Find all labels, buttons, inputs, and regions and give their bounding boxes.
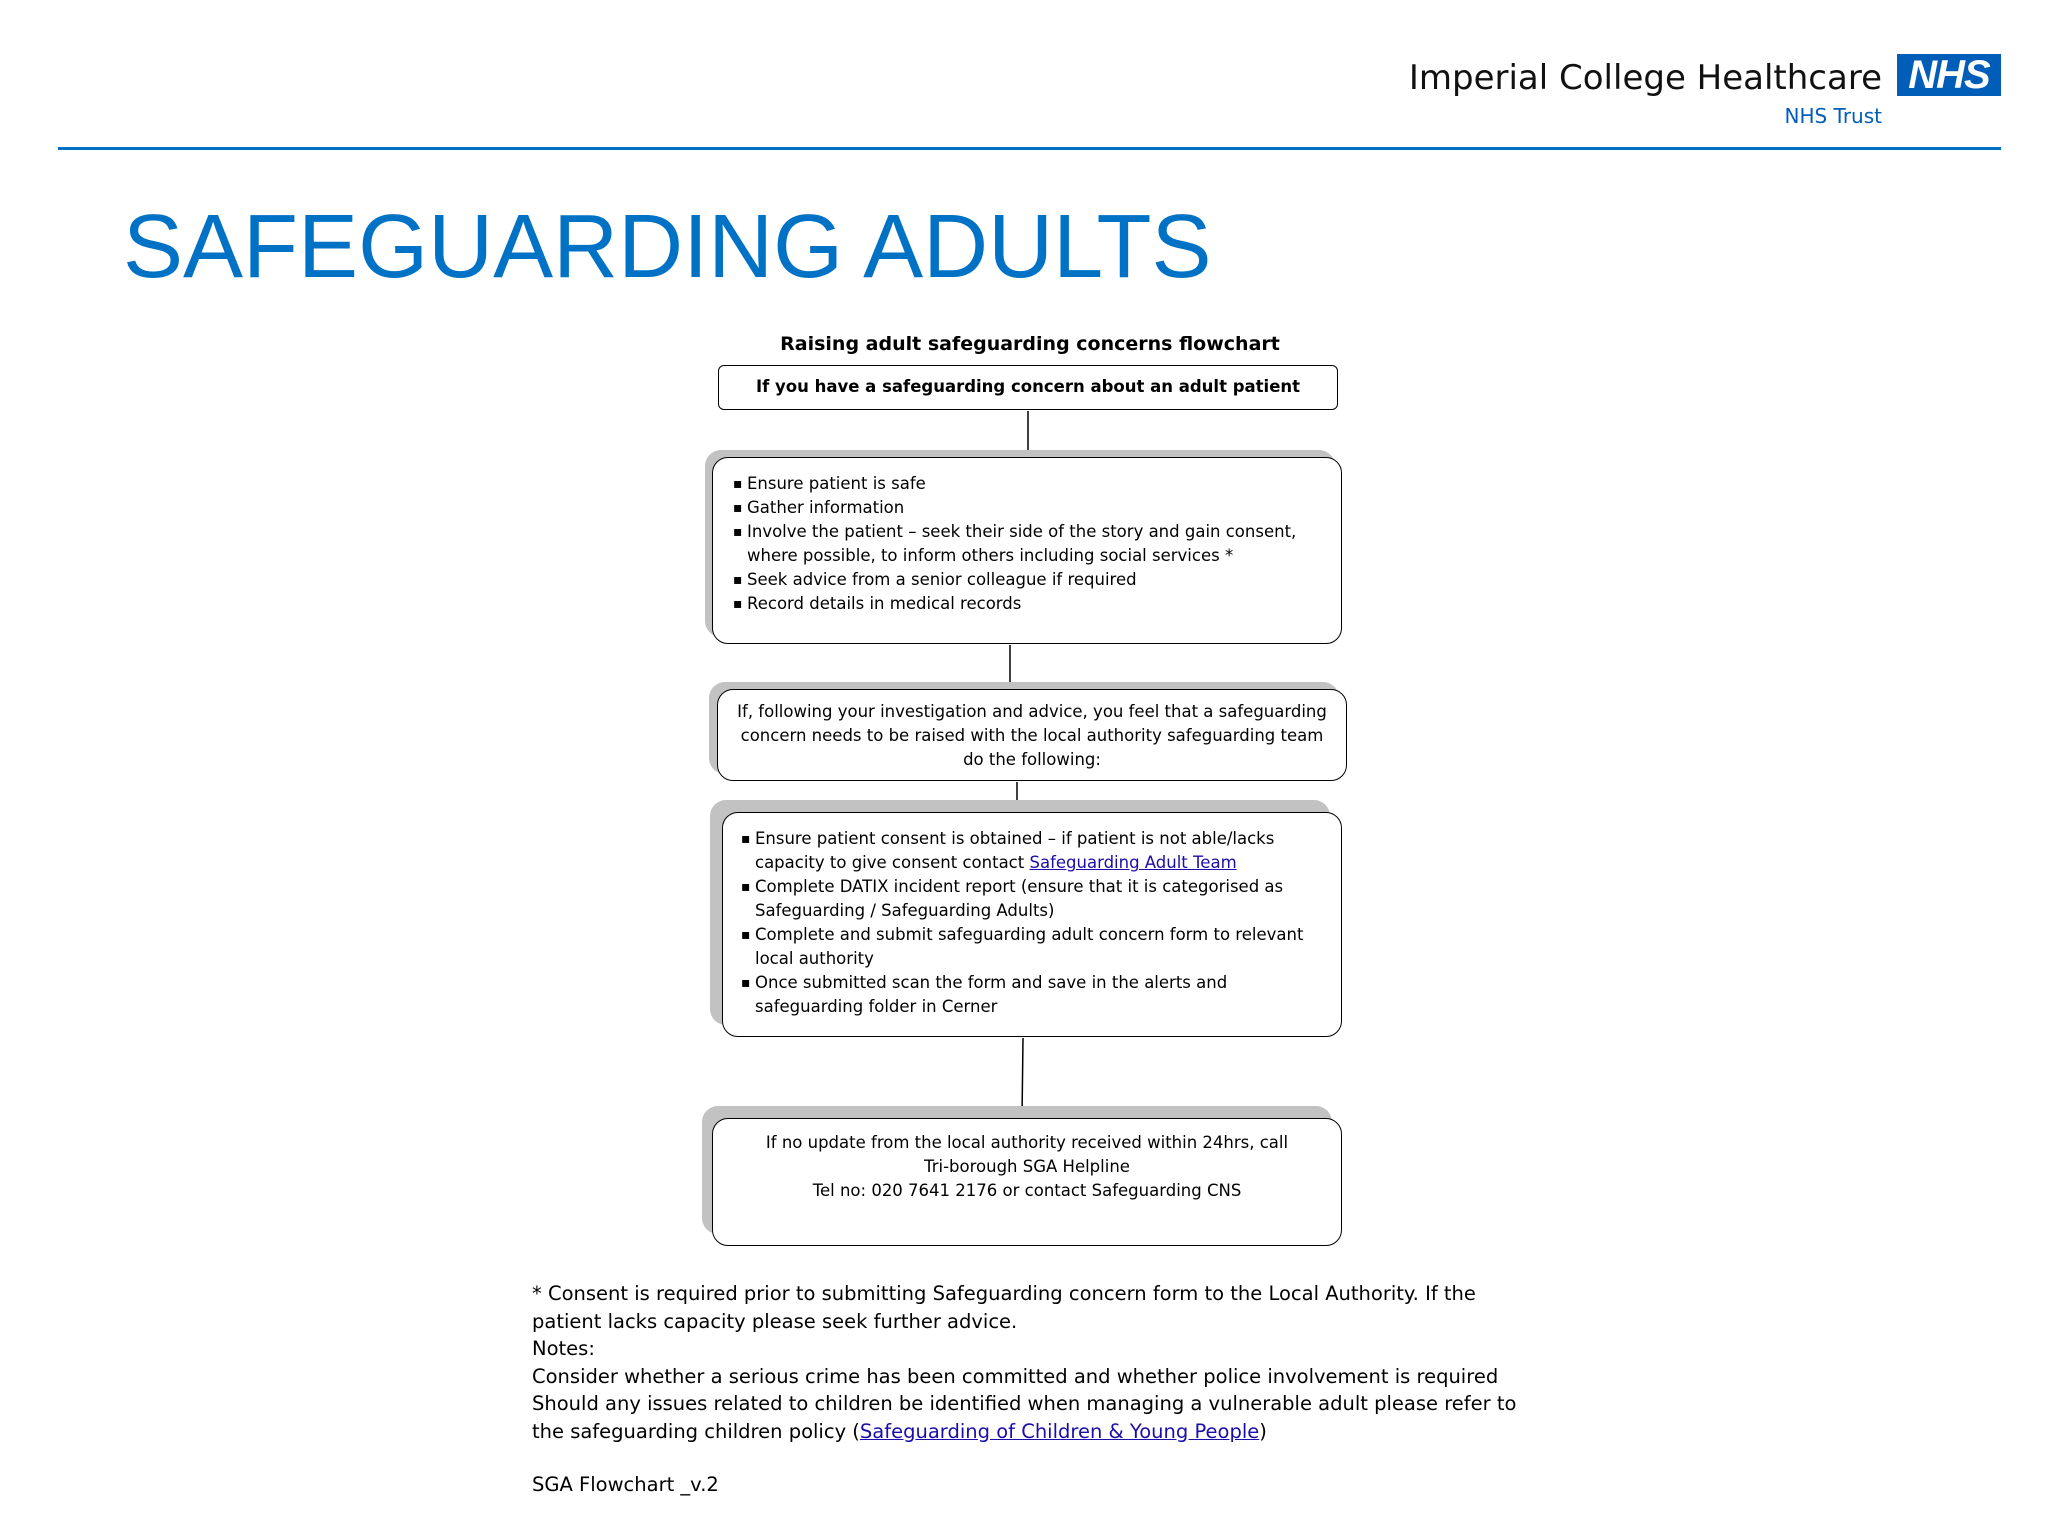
step1-item: ▪ Ensure patient is safe [733, 472, 1321, 496]
step3-list [741, 827, 1323, 1019]
step4-line: Tri-borough SGA Helpline [924, 1157, 1130, 1176]
notes-section [532, 1280, 1532, 1445]
notes-label: Notes: [532, 1337, 595, 1360]
header-divider [58, 147, 2001, 150]
step1-item: ▪ Involve the patient – seek their side of the story and gain consent, where possible, to inform others including social services * [733, 520, 1321, 568]
flowchart-title: Raising adult safeguarding concerns flowchart [780, 333, 1280, 355]
step3-item: ▪ Once submitted scan the form and save in the alerts and safeguarding folder in Cerner [741, 971, 1323, 1019]
step4-line: Tel no: 020 7641 2176 or contact Safeguarding CNS [812, 1181, 1242, 1200]
step3-item: ▪ Complete DATIX incident report (ensure that it is categorised as Safeguarding / Safeguarding Adults) [741, 875, 1323, 923]
step4-line: If no update from the local authority received within 24hrs, call [765, 1133, 1289, 1152]
step3-item-text: Ensure patient consent is obtained – if patient is not able/lacks capacity to give consent contact [755, 829, 1275, 872]
header [0, 0, 2048, 160]
notes-line-text: Should any issues related to children be identified when managing a vulnerable adult please refer to the safeguarding children policy ( [532, 1392, 1517, 1443]
safeguarding-adult-team-link[interactable]: Safeguarding Adult Team [1029, 853, 1237, 872]
trust-name: NHS Trust [1784, 104, 1882, 128]
step1-item: ▪ Seek advice from a senior colleague if required [733, 568, 1321, 592]
flowchart-start-box: If you have a safeguarding concern about an adult patient [718, 365, 1338, 410]
step3-item [741, 827, 1323, 875]
nhs-logo: NHS [1897, 54, 2001, 96]
notes-line: Consider whether a serious crime has been committed and whether police involvement is required [532, 1364, 1499, 1388]
notes-line [532, 1390, 1532, 1445]
step1-list [733, 472, 1321, 616]
page-title: SAFEGUARDING ADULTS [123, 197, 1212, 297]
organisation-name: Imperial College Healthcare [1408, 58, 1882, 98]
step1-item: ▪ Record details in medical records [733, 592, 1321, 616]
consent-note: * Consent is required prior to submitting Safeguarding concern form to the Local Authority. If the patient lacks capacity please seek further advice. [532, 1282, 1476, 1333]
step1-item: ▪ Gather information [733, 496, 1321, 520]
flowchart-step2-box: If, following your investigation and advice, you feel that a safeguarding concern needs to be raised with the local authority safeguarding team do the following: [717, 689, 1347, 781]
flowchart-step4-box [712, 1118, 1342, 1246]
safeguarding-children-link[interactable]: Safeguarding of Children & Young People [859, 1419, 1260, 1443]
flowchart-step1-box [712, 457, 1342, 644]
step3-item: ▪ Complete and submit safeguarding adult concern form to relevant local authority [741, 923, 1323, 971]
notes-line-end: ) [1259, 1419, 1267, 1443]
flowchart-step3-box [722, 812, 1342, 1037]
version-label: SGA Flowchart _v.2 [532, 1473, 719, 1496]
